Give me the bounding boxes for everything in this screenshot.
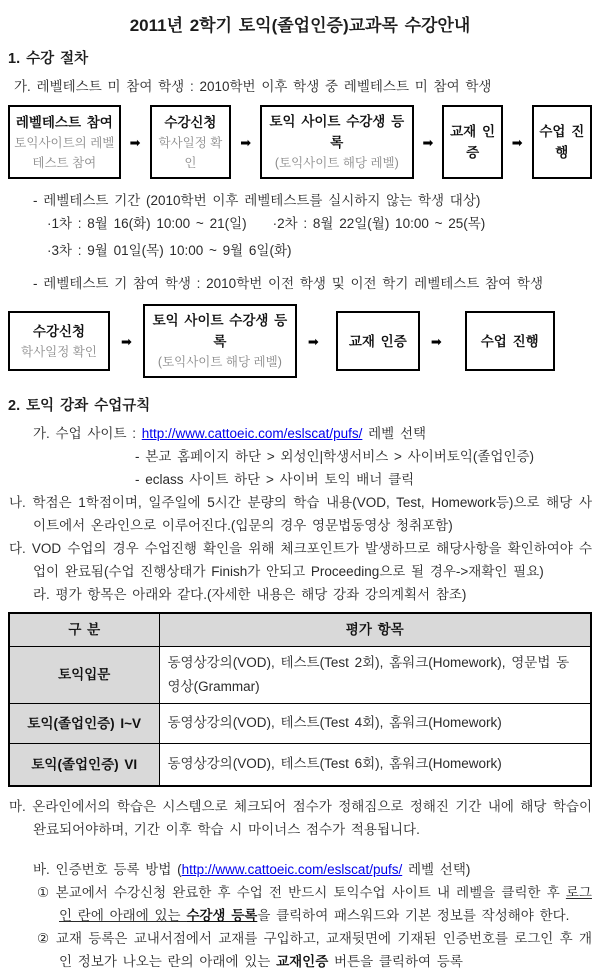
- step-1-student-register: [8, 881, 592, 927]
- flow-box-textbook-auth: [442, 105, 502, 179]
- flow-box-title: 토익 사이트 수강생 등록: [269, 114, 405, 150]
- flow-box-subtitle: (토익사이트 해당 레벨): [274, 156, 399, 170]
- flowchart-existing-students: [8, 304, 592, 378]
- step-2-number: ②: [37, 931, 50, 946]
- flow-box-subtitle: 토익사이트의 레벨테스트 참여: [14, 135, 115, 170]
- item-ga-sub2: - eclass 사이트 하단 > 사이버 토익 배너 클릭: [135, 472, 415, 487]
- table-cell-criteria: 동영상강의(VOD), 테스트(Test 2회), 홈워크(Homework), 영문법 동영상(Grammar): [159, 646, 591, 703]
- item-ga-prefix: 가. 수업 사이트 :: [33, 426, 142, 441]
- step-1-number: ①: [37, 885, 50, 900]
- table-header-criteria: 평가 항목: [159, 613, 591, 646]
- flow-box-class-start: [465, 311, 555, 371]
- class-site-link[interactable]: http://www.cattoeic.com/eslscat/pufs/: [141, 426, 363, 441]
- section2-heading: 2. 토익 강좌 수업규칙: [8, 398, 151, 414]
- flow-box-title: 수업 진행: [480, 333, 539, 349]
- flow-box-subtitle: 학사일정 확인: [158, 135, 223, 170]
- table-cell-criteria: 동영상강의(VOD), 테스트(Test 6회), 홈워크(Homework): [159, 743, 591, 786]
- flow-box-textbook-auth: [336, 311, 420, 371]
- flow-box-title: 수업 진행: [539, 124, 585, 160]
- step-1-underlined: 로그인 란에 아래에 있는: [59, 885, 592, 923]
- level-test-round-1-2: [8, 212, 592, 235]
- flow-box-course-register: [150, 105, 232, 179]
- table-row: [9, 743, 591, 786]
- table-row: [9, 646, 591, 703]
- flow-box-subtitle: (토익사이트 해당 레벨): [157, 355, 282, 369]
- round1-text: ·1차 : 8월 16(화) 10:00 ~ 21(일): [47, 216, 247, 231]
- item-ba-suffix: 레벨 선택): [402, 862, 471, 877]
- item-ma-online-score: 마. 온라인에서의 학습은 시스템으로 체크되어 점수가 정해짐으로 정해진 기간 내에 해당 학습이 완료되어야하며, 기간 이후 학습 시 마이너스 점수가 적용됩니다.: [9, 799, 592, 837]
- section1-intro-a: 가. 레벨테스트 미 참여 학생 : 2010학번 이후 학생 중 레벨테스트 미 참여 학생: [14, 79, 492, 94]
- arrow-right-icon: ➡: [129, 134, 141, 150]
- flow-box-title: 수강신청: [32, 323, 86, 339]
- arrow-right-icon: ➡: [240, 134, 252, 150]
- arrow-right-icon: ➡: [121, 333, 132, 349]
- level-test-round-3: ·3차 : 9월 01일(목) 10:00 ~ 9월 6일(화): [47, 243, 292, 258]
- table-cell-category: 토익(졸업인증) VI: [9, 743, 159, 786]
- item-na-credits: 나. 학점은 1학점이며, 일주일에 5시간 분량의 학습 내용(VOD, Test, Homework등)으로 해당 사이트에서 온라인으로 이루어진다.(입문의 경우 영문법동영상 청취포함): [9, 495, 592, 533]
- level-test-period-note: - 레벨테스트 기간 (2010학번 이후 레벨테스트를 실시하지 않는 학생 대상): [33, 193, 481, 208]
- item-ga-sub1: - 본교 홈페이지 하단 > 외성인|학생서비스 > 사이버토익(졸업인증): [135, 449, 535, 464]
- round2-text: ·2차 : 8월 22일(월) 10:00 ~ 25(목): [272, 216, 486, 231]
- flow-box-title: 교재 인증: [348, 333, 407, 349]
- table-cell-category: 토익(졸업인증) I~V: [9, 703, 159, 743]
- flow-box-title: 토익 사이트 수강생 등록: [152, 313, 288, 349]
- arrow-right-icon: ➡: [430, 333, 442, 349]
- arrow-right-icon: ➡: [307, 333, 319, 349]
- step-2-text: 교재 등록은 교내서점에서 교재를 구입하고, 교재뒷면에 기재된 인증번호를 로그인 후 개인 정보가 나오는 란의 아래에 있는: [49, 931, 592, 969]
- auth-site-link[interactable]: http://www.cattoeic.com/eslscat/pufs/: [181, 862, 403, 877]
- flow-box-subtitle: 학사일정 확인: [21, 344, 97, 359]
- table-header-row: [9, 613, 591, 646]
- table-header-category: 구 분: [9, 613, 159, 646]
- item-ba-auth-number: [8, 858, 592, 881]
- arrow-right-icon: ➡: [422, 134, 434, 150]
- step-2-text-end: 버튼을 클릭하여 등록: [328, 954, 463, 969]
- table-cell-category: 토익입문: [9, 646, 159, 703]
- table-row: [9, 703, 591, 743]
- arrow-right-icon: ➡: [511, 134, 523, 150]
- flow-box-title: 교재 인증: [450, 124, 496, 160]
- textbook-auth-label: 교재인증: [276, 954, 329, 969]
- item-da-vod-checkpoint: 다. VOD 수업의 경우 수업진행 확인을 위해 체크포인트가 발생하므로 해당사항을 확인하여야 수업이 완료됨(수업 진행상태가 Finish가 안되고 Proceeding으로 될 경우->재확인 필요): [9, 541, 592, 579]
- flowchart-new-students: [8, 105, 592, 179]
- flow-box-title: 레벨테스트 참여: [15, 114, 113, 130]
- table-cell-criteria: 동영상강의(VOD), 테스트(Test 4회), 홈워크(Homework): [159, 703, 591, 743]
- section1-intro-b: - 레벨테스트 기 참여 학생 : 2010학번 이전 학생 및 이전 학기 레벨테스트 참여 학생: [33, 276, 544, 291]
- evaluation-table: [8, 612, 592, 787]
- flow-box-class-start: [532, 105, 592, 179]
- step-1-text-end: 을 클릭하여 패스워드와 기본 정보를 작성해야 한다.: [257, 908, 570, 923]
- flow-box-site-enroll: [260, 105, 413, 179]
- item-ga-suffix: 레벨 선택: [362, 426, 427, 441]
- item-ba-prefix: 바. 인증번호 등록 방법 (: [33, 862, 182, 877]
- flow-box-site-enroll: [143, 304, 297, 378]
- page-title: 2011년 2학기 토익(졸업인증)교과목 수강안내: [129, 16, 471, 35]
- student-register-label: 수강생 등록: [186, 908, 258, 923]
- flow-box-title: 수강신청: [164, 114, 217, 130]
- step-1-text: 본교에서 수강신청 완료한 후 수업 전 반드시 토익수업 사이트 내 레벨을 클릭한 후: [49, 885, 566, 900]
- flow-box-level-test: [8, 105, 121, 179]
- section1-heading: 1. 수강 절차: [8, 51, 89, 67]
- flow-box-course-register: [8, 311, 110, 371]
- step-2-textbook-register: [8, 927, 592, 973]
- item-ga-class-site: [8, 422, 592, 445]
- item-ra-evaluation: 라. 평가 항목은 아래와 같다.(자세한 내용은 해당 강좌 강의계획서 참조): [33, 587, 467, 602]
